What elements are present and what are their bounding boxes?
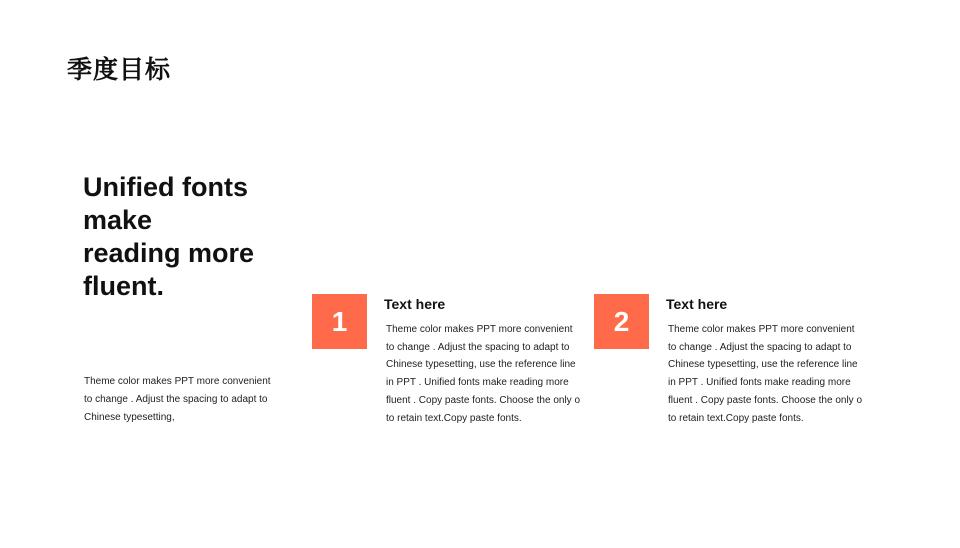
item-body-line: Chinese typesetting, use the reference line xyxy=(386,359,576,371)
headline-line: Unified fonts xyxy=(83,172,248,202)
item-body-line: fluent . Copy paste fonts. Choose the only o xyxy=(668,394,863,406)
item-body-line: to change . Adjust the spacing to adapt to xyxy=(668,341,852,353)
item-body-1 xyxy=(386,321,586,427)
intro-line: Chinese typesetting, xyxy=(84,412,175,423)
headline-line: make xyxy=(83,205,153,235)
item-body-line: Theme color makes PPT more convenient xyxy=(386,324,573,335)
item-body-line: Chinese typesetting, use the reference line xyxy=(668,359,858,371)
item-body-line: Theme color makes PPT more convenient xyxy=(668,324,855,335)
headline-line: fluent. xyxy=(83,271,164,301)
item-title-1: Text here xyxy=(384,296,446,312)
item-body-line: fluent . Copy paste fonts. Choose the only o xyxy=(386,394,581,406)
item-body-line: in PPT . Unified fonts make reading more xyxy=(668,377,851,389)
item-body-line: to retain text.Copy paste fonts. xyxy=(386,412,522,424)
number-badge-2: 2 xyxy=(594,294,649,349)
item-body-line: to change . Adjust the spacing to adapt to xyxy=(386,341,570,353)
intro-line: Theme color makes PPT more convenient xyxy=(84,376,271,387)
headline xyxy=(83,171,323,303)
intro-line: to change . Adjust the spacing to adapt to xyxy=(84,394,268,405)
number-badge-1: 1 xyxy=(312,294,367,349)
page-title: 季度目标 xyxy=(67,55,172,84)
headline-line: reading more xyxy=(83,238,255,268)
item-body-line: to retain text.Copy paste fonts. xyxy=(668,412,804,424)
intro-paragraph xyxy=(84,373,284,427)
item-body-line: in PPT . Unified fonts make reading more xyxy=(386,377,569,389)
item-body-2 xyxy=(668,321,868,427)
item-title-2: Text here xyxy=(666,296,728,312)
